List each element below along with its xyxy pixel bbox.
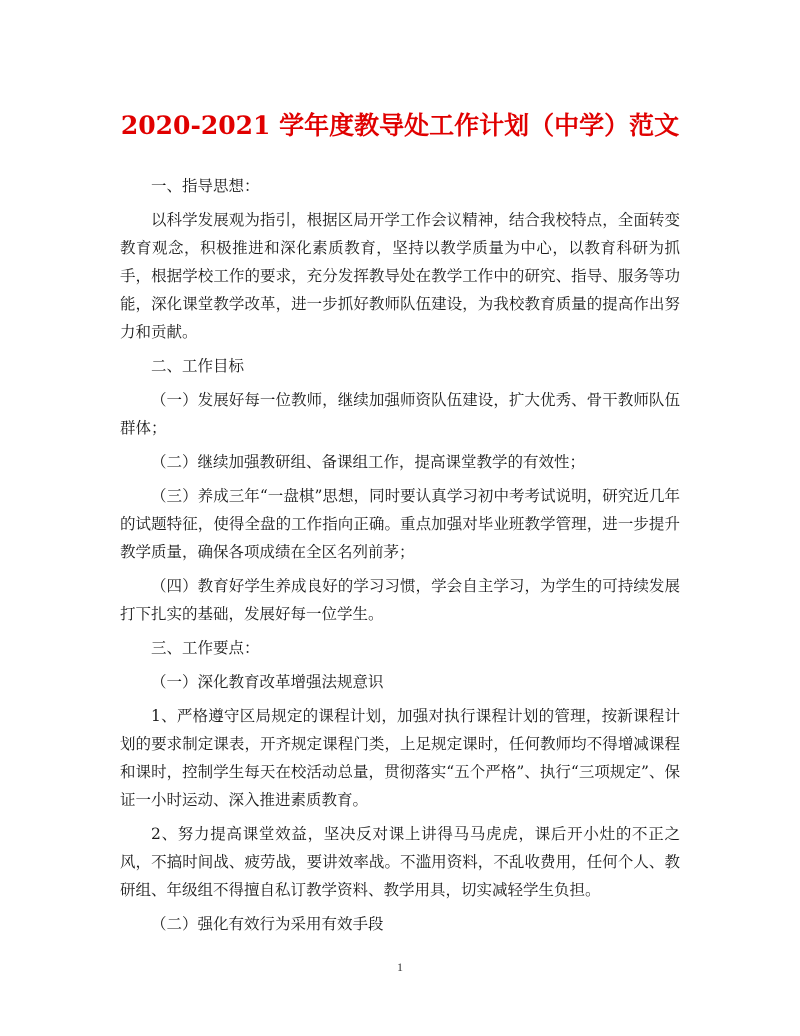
heading-work-goals: 二、工作目标 bbox=[151, 357, 245, 375]
paragraph-goal-3: （三）养成三年“一盘棋”思想，同时要认真学习初中考考试说明，研究近几年的试题特征，使得全盘的工作指向正确。重点加强对毕业班教学管理，进一步提升教学质量，确保各项成绩在全区名列前茅； bbox=[120, 487, 680, 561]
paragraph-point-1: 1、严格遵守区局规定的课程计划，加强对执行课程计划的管理，按新课程计划的要求制定课表，开齐规定课程门类，上足规定课时，任何教师均不得增减课程和课时，控制学生每天在校活动总量，贯彻落实“五个严格”、执行“三项规定”、保证一小时运动、深入推进素质教育。 bbox=[120, 707, 680, 809]
paragraph-guiding-ideology: 以科学发展观为指引，根据区局开学工作会议精神，结合我校特点，全面转变教育观念，积极推进和深化素质教育，坚持以教学质量为中心，以教育科研为抓手，根据学校工作的要求，充分发挥教导处在教学工作中的研究、指导、服务等功能，深化课堂教学改革，进一步抓好教师队伍建设，为我校教育质量的提高作出努力和贡献。 bbox=[120, 211, 680, 341]
subheading-education-reform: （一）深化教育改革增强法规意识 bbox=[151, 673, 384, 691]
heading-work-points: 三、工作要点： bbox=[151, 639, 260, 657]
paragraph-point-2: 2、努力提高课堂效益，坚决反对课上讲得马马虎虎，课后开小灶的不正之风，不搞时间战、疲劳战，要讲效率战。不滥用资料，不乱收费用，任何个人、教研组、年级组不得擅自私订教学资料、教学用具，切实减轻学生负担。 bbox=[120, 825, 680, 899]
paragraph-goal-1: （一）发展好每一位教师，继续加强师资队伍建设，扩大优秀、骨干教师队伍群体； bbox=[120, 391, 680, 437]
document-title: 2020-2021 学年度教导处工作计划（中学）范文 bbox=[120, 111, 680, 140]
page-number: 1 bbox=[397, 960, 403, 974]
paragraph-goal-4: （四）教育好学生养成良好的学习习惯，学会自主学习，为学生的可持续发展打下扎实的基础，发展好每一位学生。 bbox=[120, 577, 680, 623]
document-body bbox=[120, 172, 680, 944]
paragraph-goal-2: （二）继续加强教研组、备课组工作，提高课堂教学的有效性； bbox=[151, 453, 586, 471]
subheading-effective-means: （二）强化有效行为采用有效手段 bbox=[151, 915, 384, 933]
heading-guiding-ideology: 一、指导思想： bbox=[151, 177, 260, 195]
